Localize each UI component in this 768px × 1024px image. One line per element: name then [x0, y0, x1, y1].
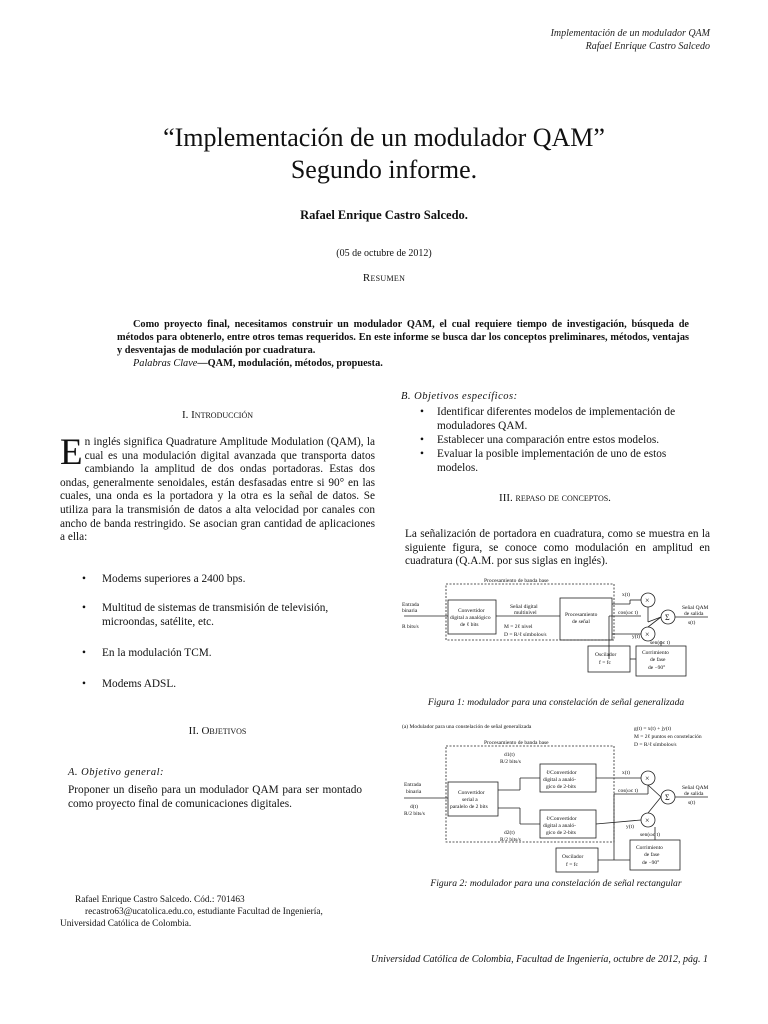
- fig2-mult-bottom: ×: [645, 816, 650, 825]
- subsection-a-text: Proponer un diseño para un modulador QAM para ser montado como proyecto final de comunicaciones digitales.: [68, 784, 362, 810]
- section-3-text: La señalización de portadora en cuadratura, como se muestra en la siguiente figura, se conoce como modulación en amplitud en cuadratura (Q.A.M. por sus siglas en inglés).: [405, 528, 710, 568]
- page-title: [0, 122, 768, 186]
- fig2-dac-bottom-2: digital a analó-: [543, 823, 576, 829]
- fig1-conv-1: Convertidor: [458, 608, 485, 614]
- list-item: • Evaluar la posible implementación de uno de estos modelos.: [400, 447, 710, 475]
- fig2-dac-bottom-3: gico de 2-bits: [546, 830, 576, 836]
- fig2-out-1: Señal QAM: [682, 785, 709, 791]
- fig1-shift-1: Corrimiento: [642, 650, 669, 656]
- fig1-out-1: Señal QAM: [682, 605, 709, 611]
- fig1-shift-3: de −90°: [648, 665, 666, 671]
- footnote-line-3: Universidad Católica de Colombia.: [60, 919, 192, 929]
- fig1-mult-bottom: ×: [645, 630, 650, 639]
- fig1-proc-1: Procesamiento: [565, 612, 598, 618]
- fig2-sen: sen(ωc t): [640, 832, 660, 838]
- fig2-mult-top: ×: [645, 774, 650, 783]
- fig2-conv-1: Convertidor: [458, 790, 485, 796]
- fig2-yt: y(t): [626, 824, 634, 830]
- drop-cap: E: [60, 432, 83, 473]
- list-item: • Multitud de sistemas de transmisión de televisión, microondas, satélite, etc.: [60, 601, 375, 629]
- fig1-xt: x(t): [622, 592, 630, 598]
- fig1-cos: cos(ωc t): [618, 610, 638, 616]
- running-header-title: Implementación de un modulador QAM: [550, 28, 710, 39]
- fig2-g: g(t) = x(t) + jy(t): [634, 726, 672, 732]
- figure-2-diagram: [400, 722, 712, 874]
- fig1-mult-top: ×: [645, 596, 650, 605]
- figure-2-caption: Figura 2: modulador para una constelación de señal rectangular: [430, 878, 682, 889]
- fig1-osc-2: f = fc: [599, 660, 611, 666]
- section-2-heading: II. Objetivos: [188, 725, 247, 737]
- abstract-heading: Resumen: [362, 272, 406, 284]
- fig1-input-2: binaria: [402, 608, 418, 614]
- keywords: [133, 357, 689, 370]
- subsection-b-heading: B. Objetivos específicos:: [401, 391, 518, 402]
- fig2-top-label: (a) Modulador para una constelación de señal generalizada: [402, 724, 532, 730]
- fig2-shift-2: de fase: [644, 852, 660, 858]
- publication-date: (05 de octubre de 2012): [336, 248, 432, 259]
- fig2-st: s(t): [688, 800, 696, 806]
- fig2-shift-3: de −90°: [642, 860, 660, 866]
- intro-paragraph: n inglés significa Quadrature Amplitude Modulation (QAM), la cual es una modulación digital avanzada que transporta datos cambiando la amplitud de dos ondas portadoras. Estas dos ondas, generalmente senoidales, están desfasadas entre si 90° en las cuales, una onda es la portadora y la otra es la señal de datos. Se utiliza para la transmisión de datos a alta velocidad por canales con ancho de banda restringido. Se asocian gran cantidad de aplicaciones a ella:: [60, 436, 375, 544]
- fig2-d2r: R/2 bits/s: [500, 837, 521, 843]
- subsection-a-heading: A. Objetivo general:: [68, 767, 165, 778]
- fig1-multi-2: multinivel: [514, 610, 537, 616]
- list-item: • En la modulación TCM.: [60, 646, 375, 660]
- list-item: • Establecer una comparación entre estos modelos.: [400, 433, 710, 447]
- fig2-dac-bottom-1: ℓ/Convertidor: [546, 816, 577, 822]
- applications-list-3: [60, 646, 375, 660]
- section-3-heading: III. repaso de conceptos.: [499, 492, 611, 504]
- fig1-input-3: R bits/s: [402, 624, 419, 630]
- title-line-2: Segundo informe.: [290, 155, 478, 184]
- author-name: Rafael Enrique Castro Salcedo.: [300, 208, 468, 222]
- fig2-dac-top-1: ℓ/Convertidor: [546, 770, 577, 776]
- running-header-author: Rafael Enrique Castro Salcedo: [585, 41, 710, 52]
- fig1-conv-3: de ℓ bits: [460, 622, 479, 628]
- applications-list-4: [60, 677, 375, 691]
- section-1-text: [60, 432, 375, 545]
- fig2-input-1: Entrada: [404, 782, 422, 788]
- fig2-conv-3: paralelo de 2 bits: [450, 804, 488, 810]
- fig1-d: D = R/ℓ símbolos/s: [504, 632, 547, 638]
- figure-1-caption: Figura 1: modulador para una constelación de señal generalizada: [427, 697, 685, 708]
- fig2-dac-top-2: digital a analó-: [543, 777, 576, 783]
- fig1-st: s(t): [688, 620, 696, 626]
- running-header: [551, 27, 710, 53]
- fig2-out-2: de salida: [684, 791, 704, 797]
- applications-list-2: [60, 601, 375, 629]
- keywords-label: Palabras Clave: [133, 358, 198, 369]
- list-item: • Identificar diferentes modelos de implementación de moduladores QAM.: [400, 405, 710, 433]
- fig1-yt: y(t): [632, 634, 640, 640]
- fig1-shift-2: de fase: [650, 657, 666, 663]
- fig1-proc-2: de señal: [572, 619, 590, 625]
- fig1-multi-1: Señal digital: [510, 604, 538, 610]
- fig2-d: D = R/ℓ símbolos/s: [634, 742, 677, 748]
- fig2-d2: d2(t): [504, 830, 515, 836]
- specific-objectives-list: [400, 405, 710, 475]
- fig2-input-3: d(t): [410, 804, 418, 810]
- title-line-1: “Implementación de un modulador QAM”: [163, 123, 605, 152]
- fig1-m: M = 2ℓ nivel: [504, 624, 533, 630]
- fig2-input-4: R/2 bits/s: [404, 811, 425, 817]
- applications-list: [60, 572, 375, 586]
- page-footer: Universidad Católica de Colombia, Facultad de Ingeniería, octubre de 2012, pág. 1: [370, 954, 708, 965]
- fig2-shift-1: Corrimiento: [636, 845, 663, 851]
- fig2-xt: x(t): [622, 770, 630, 776]
- section-1-heading: I. Introducción: [181, 409, 254, 421]
- list-item: • Modems ADSL.: [60, 677, 375, 691]
- fig1-band-label: Procesamiento de banda base: [484, 578, 549, 584]
- fig1-summer: Σ: [665, 613, 670, 622]
- fig1-osc-1: Oscilador: [595, 652, 617, 658]
- fig2-osc-1: Oscilador: [562, 854, 584, 860]
- footnote-line-2: recastro63@ucatolica.edu.co, estudiante Facultad de Ingeniería,: [85, 907, 323, 917]
- list-item: • Modems superiores a 2400 bps.: [60, 572, 375, 586]
- fig2-m: M = 2ℓ puntos en constelación: [634, 734, 702, 740]
- fig2-input-2: binaria: [406, 789, 422, 795]
- fig2-cos: cos(ωc t): [618, 788, 638, 794]
- fig1-conv-2: digital a analógico: [450, 615, 491, 621]
- footnote-line-1: Rafael Enrique Castro Salcedo. Cód.: 701463: [75, 895, 245, 905]
- keywords-dash: —: [197, 358, 208, 369]
- fig2-conv-2: serial a: [462, 797, 478, 803]
- fig2-dac-top-3: gico de 2-bits: [546, 784, 576, 790]
- figure-1-diagram: [400, 576, 712, 678]
- fig1-out-2: de salida: [684, 611, 704, 617]
- fig2-band-label: Procesamiento de banda base: [484, 740, 549, 746]
- keywords-text: QAM, modulación, métodos, propuesta.: [207, 358, 383, 369]
- fig2-d1: d1(t): [504, 752, 515, 758]
- abstract-text: Como proyecto final, necesitamos construir un modulador QAM, el cual requiere tiempo de investigación, búsqueda de métodos para obtenerlo, entre otros temas requeridos. En este informe se busca dar los conceptos preliminares, métodos, ventajas y desventajas de modulación por cuadratura.: [117, 319, 689, 357]
- fig1-sen: sen(ωc t): [650, 640, 670, 646]
- fig2-osc-2: f = fc: [566, 862, 578, 868]
- fig2-d1r: R/2 bits/s: [500, 759, 521, 765]
- fig2-summer: Σ: [665, 793, 670, 802]
- fig1-input-1: Entrada: [402, 602, 420, 608]
